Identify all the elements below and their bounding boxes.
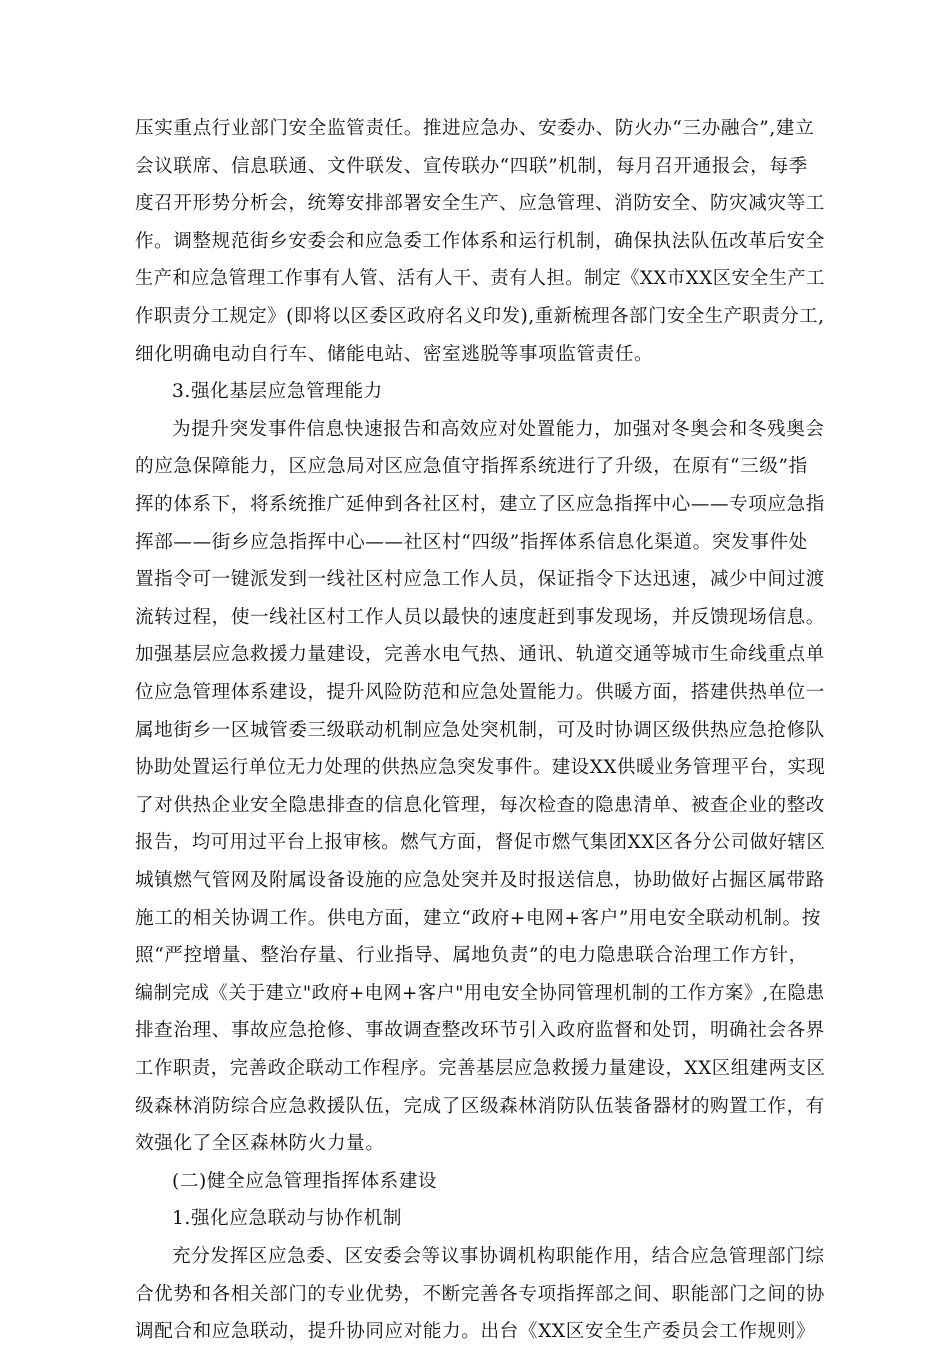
paragraph-line: 为提升突发事件信息快速报告和高效应对处置能力，加强对冬奥会和冬残奥会 xyxy=(172,418,825,440)
paragraph-line: 挥的体系下，将系统推广延伸到各社区村，建立了区应急指挥中心——专项应急指 xyxy=(135,494,825,515)
section-heading: 1.强化应急联动与协作机制 xyxy=(172,1208,403,1230)
paragraph-line: 效强化了全区森林防火力量。 xyxy=(135,1133,385,1155)
paragraph-line: 报告，均可用过平台上报审核。燃气方面，督促市燃气集团XX区各分公司做好辖区 xyxy=(135,832,826,854)
paragraph-line: 压实重点行业部门安全监管责任。推进应急办、安委办、防火办“三办融合”,建立 xyxy=(135,118,815,139)
paragraph-line: 挥部——街乡应急指挥中心——社区村“四级”指挥体系信息化渠道。突发事件处 xyxy=(135,531,808,553)
paragraph-line: 排查治理、事故应急抢修、事故调查整改环节引入政府监督和处罚，明确社会各界 xyxy=(135,1020,825,1042)
section-heading: 3.强化基层应急管理能力 xyxy=(172,381,383,403)
paragraph-line: 级森林消防综合应急救援队伍，完成了区级森林消防队伍装备器材的购置工作，有 xyxy=(135,1095,825,1117)
paragraph-line: 协助处置运行单位无力处理的供热应急突发事件。建设XX供暖业务管理平台，实现 xyxy=(135,757,826,779)
paragraph-line: 城镇燃气管网及附属设备设施的应急处突并及时报送信息，协助做好占掘区属带路 xyxy=(135,870,825,891)
paragraph-line: 作职责分工规定》(即将以区委区政府名义印发),重新梳理各部门安全生产职责分工, xyxy=(135,306,825,327)
paragraph-line: 调配合和应急联动，提升协同应对能力。出台《XX区安全生产委员会工作规则》 xyxy=(135,1321,816,1343)
paragraph-line: 会议联席、信息联通、文件联发、宣传联办“四联”机制，每月召开通报会，每季 xyxy=(135,155,808,177)
paragraph-line: 了对供热企业安全隐患排查的信息化管理，每次检查的隐患清单、被查企业的整改 xyxy=(135,794,825,816)
paragraph-line: 置指令可一键派发到一线社区村应急工作人员，保证指令下达迅速，减少中间过渡 xyxy=(135,569,825,591)
paragraph-line: 度召开形势分析会，统筹安排部署安全生产、应急管理、消防安全、防灾减灾等工 xyxy=(135,193,825,215)
paragraph-line: 合优势和各相关部门的专业优势，不断完善各专项指挥部之间、职能部门之间的协 xyxy=(135,1283,825,1305)
paragraph-line: 工作职责，完善政企联动工作程序。完善基层应急救援力量建设，XX区组建两支区 xyxy=(135,1058,826,1079)
paragraph-line: 编制完成《关于建立"政府+电网+客户"用电安全协同管理机制的工作方案》,在隐患 xyxy=(135,982,825,1004)
paragraph-line: 细化明确电动自行车、储能电站、密室逃脱等事项监管责任。 xyxy=(135,343,654,365)
paragraph-line: 照“严控增量、整治存量、行业指导、属地负责”的电力隐患联合治理工作方针， xyxy=(135,945,808,967)
section-heading: (二)健全应急管理指挥体系建设 xyxy=(172,1170,438,1192)
paragraph-line: 加强基层应急救援力量建设，完善水电气热、通讯、轨道交通等城市生命线重点单 xyxy=(135,644,825,666)
paragraph-line: 的应急保障能力，区应急局对区应急值守指挥系统进行了升级，在原有“三级”指 xyxy=(135,456,808,478)
paragraph-line: 充分发挥区应急委、区安委会等议事协调机构职能作用，结合应急管理部门综 xyxy=(172,1246,825,1267)
paragraph-line: 位应急管理体系建设，提升风险防范和应急处置能力。供暖方面，搭建供热单位一 xyxy=(135,682,825,703)
paragraph-line: 流转过程，使一线社区村工作人员以最快的速度赶到事发现场，并反馈现场信息。 xyxy=(135,606,825,628)
paragraph-line: 属地街乡一区城管委三级联动机制应急处突机制，可及时协调区级供热应急抢修队 xyxy=(135,719,825,741)
paragraph-line: 施工的相关协调工作。供电方面，建立“政府+电网+客户”用电安全联动机制。按 xyxy=(135,907,821,929)
paragraph-line: 生产和应急管理工作事有人管、活有人干、责有人担。制定《XX市XX区安全生产工 xyxy=(135,268,825,290)
paragraph-line: 作。调整规范街乡安委会和应急委工作体系和运行机制，确保执法队伍改革后安全 xyxy=(135,230,825,252)
